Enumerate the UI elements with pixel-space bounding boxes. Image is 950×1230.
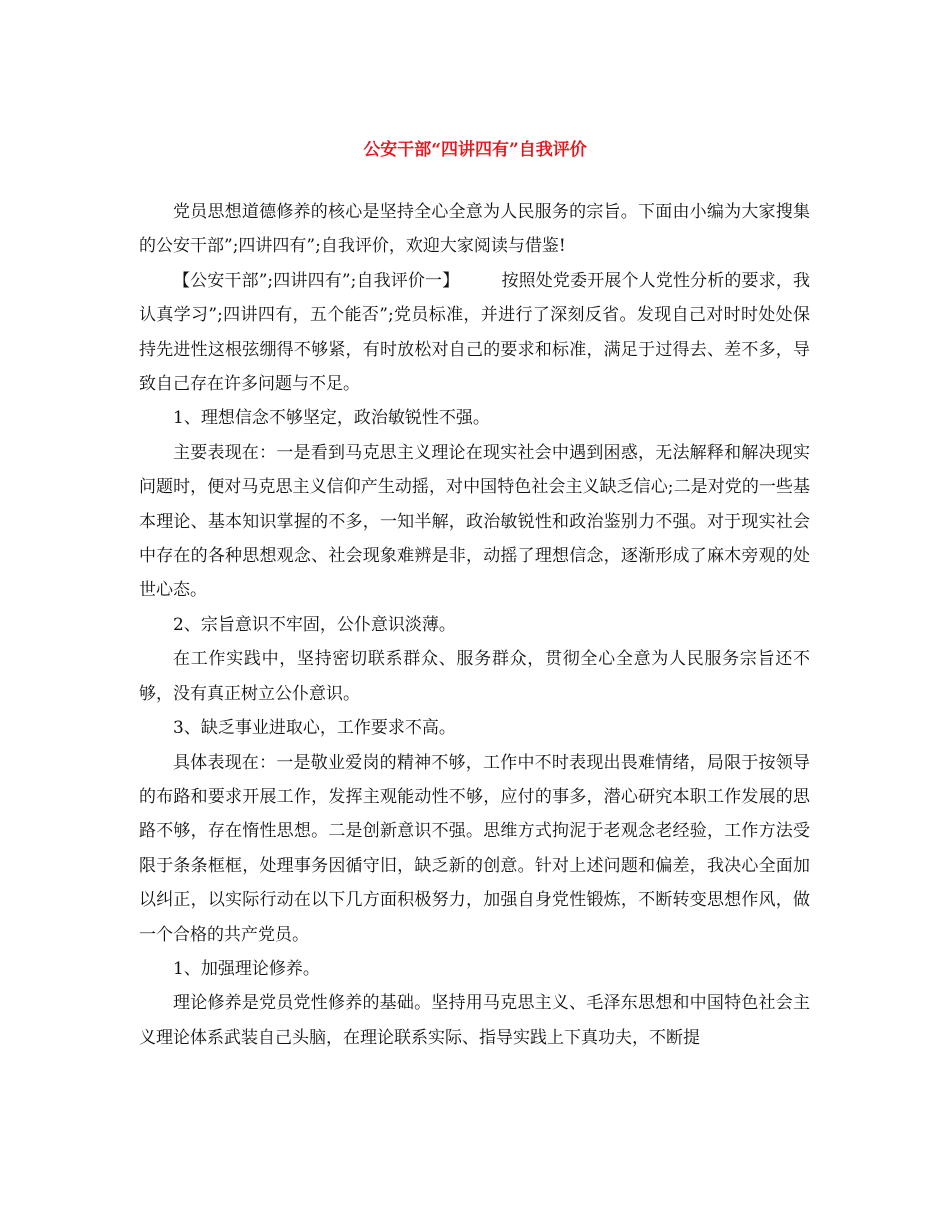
paragraph-item-1-body: 主要表现在：一是看到马克思主义理论在现实社会中遇到困惑，无法解释和解决现实问题时，便对马克思主义信仰产生动摇，对中国特色社会主义缺乏信心;二是对党的一些基本理论、基本知识掌握的不多，一知半解，政治敏锐性和政治鉴别力不强。对于现实社会中存在的各种思想观念、社会现象难辨是非，动摇了理想信念，逐渐形成了麻木旁观的处世心态。 xyxy=(139,442,810,601)
paragraph-item-1-heading: 1、理想信念不够坚定，政治敏锐性不强。 xyxy=(173,408,490,429)
paragraph-measure-1-body: 理论修养是党员党性修养的基础。坚持用马克思主义、毛泽东思想和中国特色社会主义理论体系武装自己头脑，在理论联系实际、指导实践上下真功夫，不断提 xyxy=(139,993,810,1048)
paragraph-section-1 xyxy=(139,264,810,402)
paragraph-item-3-body: 具体表现在：一是敬业爱岗的精神不够，工作中不时表现出畏难情绪，局限于按领导的布路和要求开展工作，发挥主观能动性不够，应付的事多，潜心研究本职工作发展的思路不够，存在惰性思想。二是创新意识不强。思维方式拘泥于老观念老经验，工作方法受限于条条框框，处理事务因循守旧，缺乏新的创意。针对上述问题和偏差，我决心全面加以纠正，以实际行动在以下几方面积极努力，加强自身党性锻炼，不断转变思想作风，做一个合格的共产党员。 xyxy=(139,752,810,945)
paragraph-item-3-heading: 3、缺乏事业进取心，工作要求不高。 xyxy=(173,718,456,739)
paragraph-intro: 党员思想道德修养的核心是坚持全心全意为人民服务的宗旨。下面由小编为大家搜集的公安干部”;四讲四有”;自我评价，欢迎大家阅读与借鉴! xyxy=(139,202,810,257)
page-title: 公安干部“四讲四有”自我评价 xyxy=(363,140,587,160)
section-1-text: 按照处党委开展个人党性分析的要求，我认真学习”;四讲四有，五个能否”;党员标准，并进行了深刻反省。发现自己对时时处处保持先进性这根弦绷得不够紧，有时放松对自己的要求和标准，满足于过得去、差不多，导致自己存在许多问题与不足。 xyxy=(139,270,810,395)
paragraph-item-2-body: 在工作实践中，坚持密切联系群众、服务群众，贯彻全心全意为人民服务宗旨还不够，没有真正树立公仆意识。 xyxy=(139,649,810,704)
document-body xyxy=(139,195,810,1055)
paragraph-measure-1-heading: 1、加强理论修养。 xyxy=(173,958,320,979)
section-heading: 【公安干部”;四讲四有”;自我评价一】 xyxy=(173,270,460,291)
paragraph-item-2-heading: 2、宗旨意识不牢固，公仆意识淡薄。 xyxy=(173,614,456,635)
